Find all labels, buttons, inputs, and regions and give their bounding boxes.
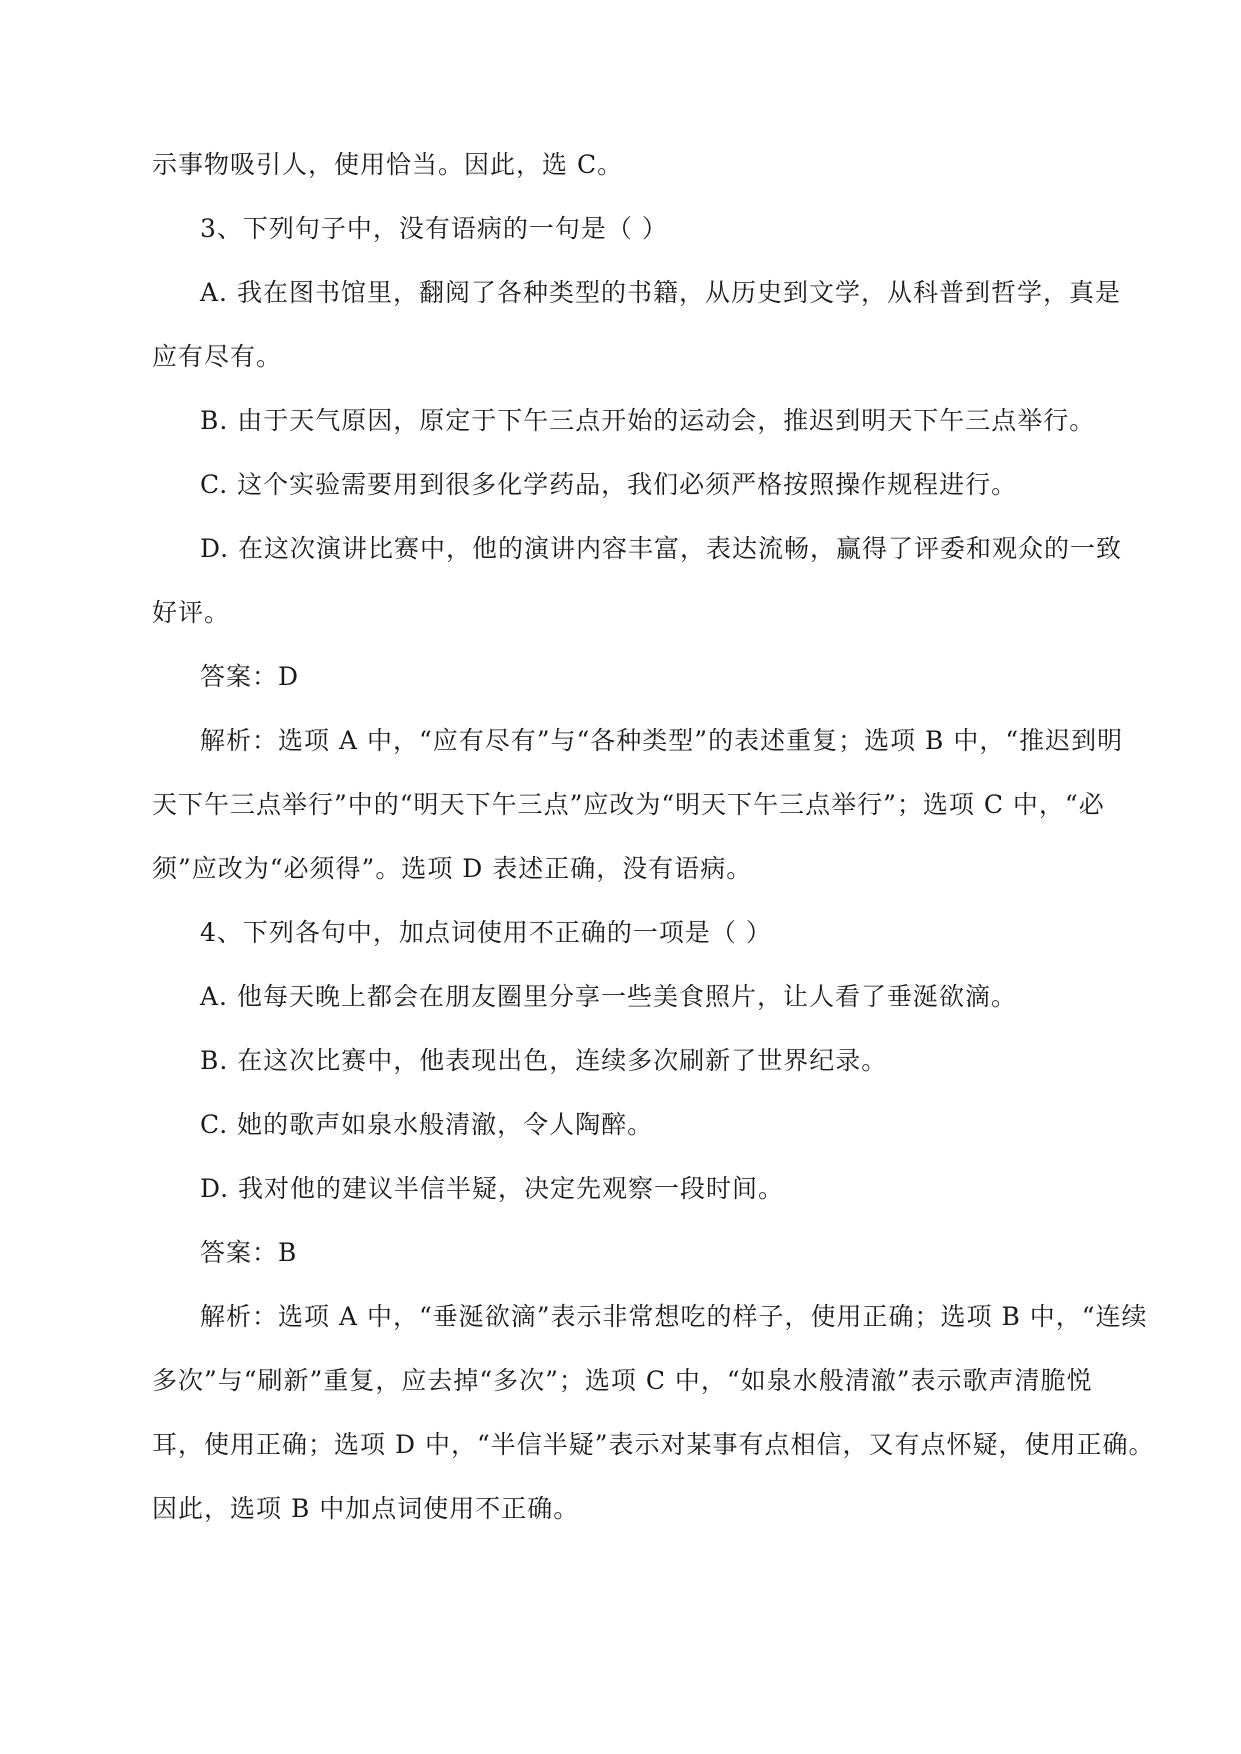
- question-3-analysis-cont: 须”应改为“必须得”。选项 D 表述正确，没有语病。: [152, 854, 753, 883]
- question-3-option-c: C. 这个实验需要用到很多化学药品，我们必须严格按照操作规程进行。: [200, 470, 1018, 499]
- question-4-analysis: 解析：选项 A 中，“垂涎欲滴”表示非常想吃的样子，使用正确；选项 B 中，“连续: [200, 1302, 1148, 1331]
- question-4-analysis-cont: 耳，使用正确；选项 D 中，“半信半疑”表示对某事有点相信，又有点怀疑，使用正确。: [152, 1430, 1155, 1459]
- question-3-stem: 3、下列句子中，没有语病的一句是（ ）: [200, 214, 668, 243]
- text-line: 示事物吸引人，使用恰当。因此，选 C。: [152, 150, 624, 179]
- question-4-option-b: B. 在这次比赛中，他表现出色，连续多次刷新了世界纪录。: [200, 1046, 888, 1075]
- question-3-option-d: D. 在这次演讲比赛中，他的演讲内容丰富，表达流畅，赢得了评委和观众的一致: [200, 534, 1123, 563]
- question-3-option-b: B. 由于天气原因，原定于下午三点开始的运动会，推迟到明天下午三点举行。: [200, 406, 1096, 435]
- question-4-analysis-cont: 多次”与“刷新”重复，应去掉“多次”；选项 C 中，“如泉水般清澈”表示歌声清脆悦: [152, 1366, 1093, 1395]
- question-3-answer: 答案：D: [200, 662, 300, 691]
- question-4-option-d: D. 我对他的建议半信半疑，决定先观察一段时间。: [200, 1174, 785, 1203]
- question-3-option-d-cont: 好评。: [152, 598, 231, 627]
- question-3-option-a: A. 我在图书馆里，翻阅了各种类型的书籍，从历史到文学，从科普到哲学，真是: [200, 278, 1121, 307]
- question-4-option-c: C. 她的歌声如泉水般清澈，令人陶醉。: [200, 1110, 654, 1139]
- question-4-option-a: A. 他每天晚上都会在朋友圈里分享一些美食照片，让人看了垂涎欲滴。: [200, 982, 1017, 1011]
- question-4-stem: 4、下列各句中，加点词使用不正确的一项是（ ）: [200, 918, 772, 947]
- question-4-answer: 答案：B: [200, 1238, 298, 1267]
- question-3-option-a-cont: 应有尽有。: [152, 342, 283, 371]
- question-3-analysis-cont: 天下午三点举行”中的“明天下午三点”应改为“明天下午三点举行”；选项 C 中，“必: [152, 790, 1105, 819]
- question-4-analysis-cont: 因此，选项 B 中加点词使用不正确。: [152, 1494, 580, 1523]
- question-3-analysis: 解析：选项 A 中，“应有尽有”与“各种类型”的表述重复；选项 B 中，“推迟到明: [200, 726, 1124, 755]
